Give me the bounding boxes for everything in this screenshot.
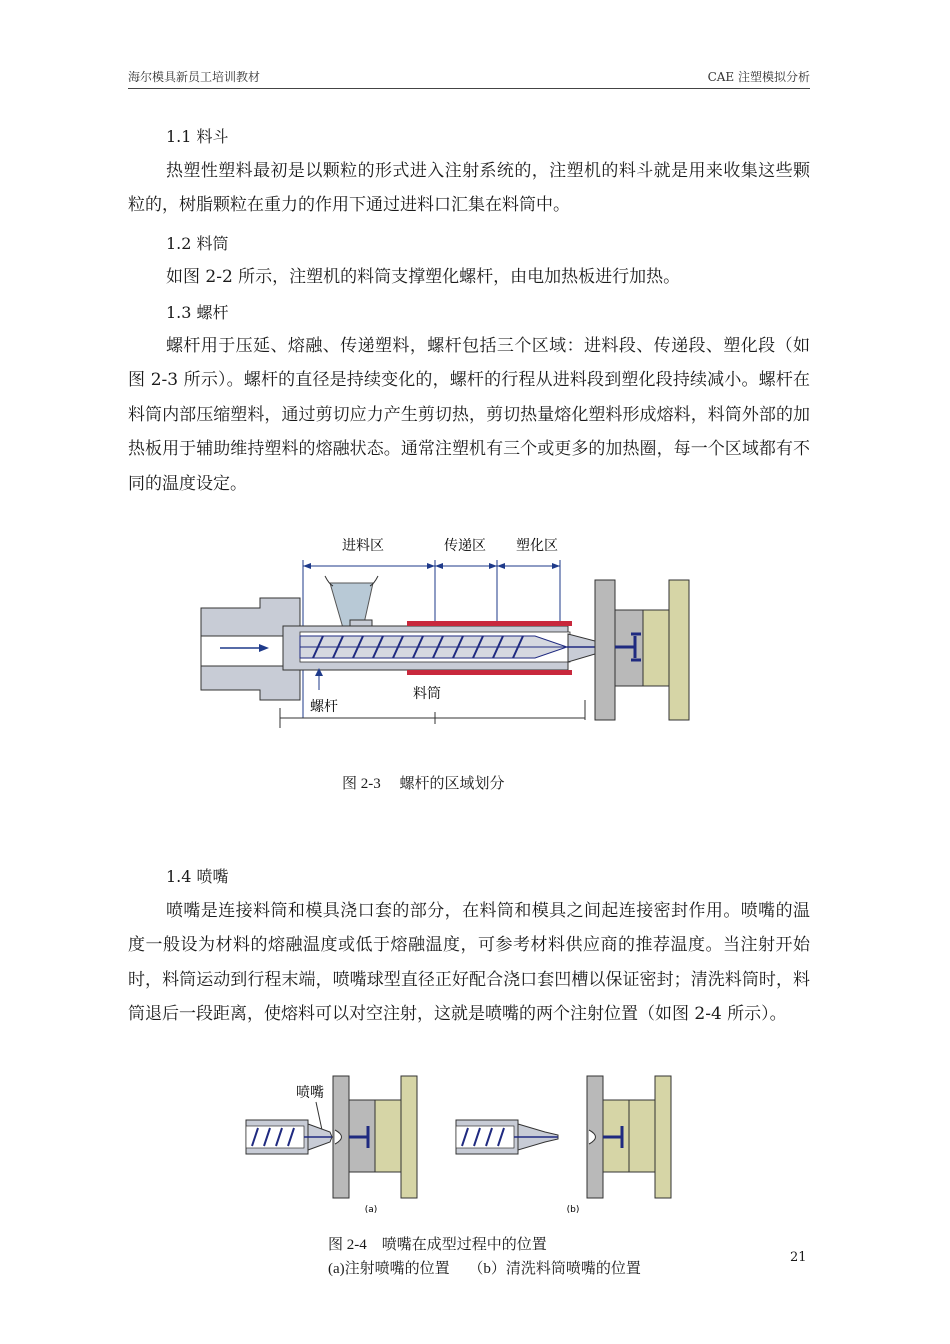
section-title-barrel: 1.2 料筒 bbox=[166, 234, 229, 253]
feed-zone-label: 进料区 bbox=[342, 538, 384, 554]
label-a: (a) bbox=[364, 1205, 378, 1215]
label-b: (b) bbox=[566, 1205, 580, 1215]
section-title-nozzle: 1.4 喷嘴 bbox=[166, 867, 229, 886]
header-right: CAE 注塑模拟分析 bbox=[707, 70, 810, 84]
transfer-zone-label: 传递区 bbox=[444, 538, 486, 554]
page-number: 21 bbox=[790, 1250, 807, 1265]
fixed-platen bbox=[595, 580, 615, 720]
purge-position-diagram bbox=[456, 1076, 671, 1198]
nozzle bbox=[568, 634, 595, 662]
paragraph-barrel: 如图 2-2 所示，注塑机的料筒支撑塑化螺杆，由电加热板进行加热。 bbox=[166, 267, 681, 287]
header-rule bbox=[128, 88, 810, 89]
paragraph-nozzle: 喷嘴是连接料筒和模具浇口套的部分，在料筒和模具之间起连接密封作用。喷嘴的温度一般设为材料的熔融温度或低于熔融温度，可参考材料供应商的推荐温度。当注射开始时，料筒运动到行程末端，喷嘴球型直径正好配合浇口套凹槽以保证密封；清洗料筒时，料筒退后一段距离，使熔料可以对空注射，这就是喷嘴的两个注射位置（如图 2-4 所示）。 bbox=[128, 901, 810, 1025]
section-title-hopper: 1.1 料斗 bbox=[166, 127, 229, 146]
header-left: 海尔模具新员工培训教材 bbox=[128, 70, 261, 84]
screw bbox=[300, 636, 567, 658]
screw-label: 螺杆 bbox=[310, 699, 338, 715]
figure-2-4-subcaption: (a)注射喷嘴的位置 （b）清洗料筒喷嘴的位置 bbox=[328, 1261, 641, 1277]
moving-platen bbox=[669, 580, 689, 720]
screw-zones-figure bbox=[195, 528, 700, 738]
section-title-screw: 1.3 螺杆 bbox=[166, 303, 229, 322]
nozzle-label: 喷嘴 bbox=[296, 1085, 324, 1101]
paragraph-hopper: 热塑性塑料最初是以颗粒的形式进入注射系统的，注塑机的料斗就是用来收集这些颗粒的，树脂颗粒在重力的作用下通过进料口汇集在料筒中。 bbox=[128, 161, 810, 216]
figure-2-3-caption: 图 2-3 螺杆的区域划分 bbox=[342, 776, 505, 792]
mold-half-b bbox=[643, 610, 669, 686]
barrel-label: 料筒 bbox=[413, 686, 441, 702]
figure-2-4-caption: 图 2-4 喷嘴在成型过程中的位置 bbox=[328, 1237, 547, 1253]
nozzle-positions-figure bbox=[240, 1072, 680, 1222]
plasticizing-zone-label: 塑化区 bbox=[516, 538, 558, 554]
injection-position-diagram bbox=[246, 1076, 417, 1198]
paragraph-screw: 螺杆用于压延、熔融、传递塑料，螺杆包括三个区域：进料段、传递段、塑化段（如图 2-3 所示）。螺杆的直径是持续变化的，螺杆的行程从进料段到塑化段持续减小。螺杆在料筒内部压缩塑料，通过剪切应力产生剪切热，剪切热量熔化塑料形成熔料，料筒外部的加热板用于辅助维持塑料的熔融状态。通常注塑机有三个或更多的加热圈，每一个区域都有不同的温度设定。 bbox=[128, 336, 810, 494]
